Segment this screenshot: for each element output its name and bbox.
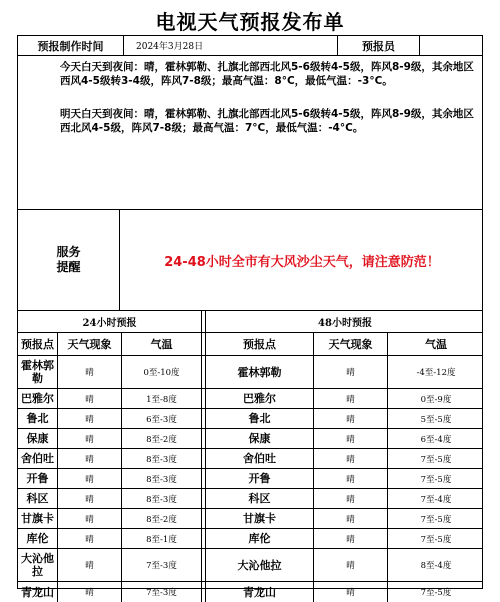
temp-48: 0至-9度 [420, 394, 452, 405]
table-row [18, 409, 482, 429]
weather-24: 晴 [58, 429, 122, 448]
service-message: 24-48小时全市有大风沙尘天气，请注意防范！ [164, 254, 440, 270]
temp-48: 6至-4度 [420, 434, 452, 445]
weather-24: 晴 [58, 449, 122, 468]
table-row [18, 356, 482, 389]
weather-24: 晴 [58, 582, 122, 602]
table-row [18, 389, 482, 409]
weather-24: 晴 [58, 489, 122, 508]
weather-24: 晴 [58, 389, 122, 408]
station-48: 青龙山 [206, 582, 314, 602]
temp-48: 7至-5度 [420, 534, 452, 545]
station-24: 鲁北 [18, 409, 58, 428]
column-header-row [18, 333, 482, 356]
temp-48: 7至-4度 [420, 494, 452, 505]
table-row [18, 509, 482, 529]
forecaster-label: 预报员 [338, 36, 420, 55]
weather-24: 晴 [58, 549, 122, 581]
service-label: 服务 提醒 [18, 210, 120, 310]
temp-48: 8至-4度 [420, 561, 452, 571]
weather-24: 晴 [58, 409, 122, 428]
temp-48: 7至-5度 [420, 588, 452, 598]
forecast-today: 今天白天到夜间：晴，霍林郭勒、扎旗北部西北风5-6级转4-5级，阵风8-9级，其余地区西风4-5级转3-4级，阵风7-8级；最高气温：8°C，最低气温：-3°C。 [60, 61, 474, 87]
temp-24: 6至-3度 [122, 409, 202, 428]
forecast-text-block [18, 56, 482, 210]
temp-24: 8至-1度 [122, 529, 202, 548]
header-station-24: 预报点 [18, 333, 58, 355]
station-48: 保康 [206, 429, 314, 448]
temp-48: 7至-5度 [420, 454, 452, 465]
weather-24: 晴 [58, 356, 122, 388]
forecast-tomorrow: 明天白天到夜间：晴，霍林郭勒、扎旗北部西北风5-6级转4-5级，阵风8-9级，其余地区西北风4-5级，阵风7-8级；最高气温：7°C，最低气温：-4°C。 [60, 108, 474, 134]
header-weather-48: 天气现象 [314, 333, 388, 355]
weather-48: 晴 [314, 509, 388, 528]
temp-48: -4至-12度 [416, 368, 456, 378]
weather-48: 晴 [314, 389, 388, 408]
station-48: 开鲁 [206, 469, 314, 488]
temp-48: 5至-5度 [420, 414, 452, 425]
station-24: 科区 [18, 489, 58, 508]
temp-24: 8至-2度 [122, 429, 202, 448]
station-24: 保康 [18, 429, 58, 448]
temp-24: 7至-3度 [122, 582, 202, 602]
station-48: 大沁他拉 [206, 549, 314, 581]
station-48: 舍伯吐 [206, 449, 314, 468]
table-row [18, 429, 482, 449]
weather-24: 晴 [58, 469, 122, 488]
weather-48: 晴 [314, 582, 388, 602]
weather-24: 晴 [58, 509, 122, 528]
weather-48: 晴 [314, 449, 388, 468]
table-row [18, 449, 482, 469]
weather-48: 晴 [314, 529, 388, 548]
station-24: 青龙山 [18, 582, 58, 602]
temp-24: 1至-8度 [122, 389, 202, 408]
station-24: 库伦 [18, 529, 58, 548]
temp-48: 7至-5度 [420, 514, 452, 525]
meta-row [18, 36, 482, 56]
table-row [18, 529, 482, 549]
station-48: 巴雅尔 [206, 389, 314, 408]
temp-24: 8至-2度 [122, 509, 202, 528]
station-48: 科区 [206, 489, 314, 508]
temp-24: 8至-3度 [122, 449, 202, 468]
forecaster-value [420, 36, 484, 55]
temp-24: 8至-3度 [122, 469, 202, 488]
table-row [18, 549, 482, 582]
station-48: 甘旗卡 [206, 509, 314, 528]
header-temp-24: 气温 [122, 333, 202, 355]
table-row [18, 489, 482, 509]
station-48: 霍林郭勒 [206, 356, 314, 388]
header-temp-48: 气温 [425, 338, 447, 351]
station-24: 霍林郭勒 [18, 356, 58, 388]
weather-48: 晴 [314, 549, 388, 581]
weather-48: 晴 [314, 489, 388, 508]
section-48h-title: 48小时预报 [318, 318, 372, 329]
header-weather-24: 天气现象 [58, 333, 122, 355]
station-24: 巴雅尔 [18, 389, 58, 408]
section-title-row [18, 311, 482, 333]
temp-24: 0至-10度 [122, 356, 202, 388]
time-label: 预报制作时间 [18, 36, 124, 55]
weather-48: 晴 [314, 469, 388, 488]
table-row [18, 582, 482, 602]
page-title: 电视天气预报发布单 [155, 10, 345, 34]
station-24: 甘旗卡 [18, 509, 58, 528]
temp-24: 7至-3度 [122, 549, 202, 581]
table-row [18, 469, 482, 489]
station-24: 舍伯吐 [18, 449, 58, 468]
station-48: 库伦 [206, 529, 314, 548]
weather-48: 晴 [314, 429, 388, 448]
temp-24: 8至-3度 [122, 489, 202, 508]
forecast-sheet [17, 35, 483, 599]
temp-48: 7至-5度 [420, 474, 452, 485]
station-48: 鲁北 [206, 409, 314, 428]
station-24: 大沁他拉 [18, 549, 58, 581]
section-24h-title: 24小时预报 [18, 311, 202, 332]
service-row [18, 210, 482, 311]
station-24: 开鲁 [18, 469, 58, 488]
weather-24: 晴 [58, 529, 122, 548]
header-station-48: 预报点 [206, 333, 314, 355]
weather-48: 晴 [314, 356, 388, 388]
weather-48: 晴 [314, 409, 388, 428]
time-value: 2024年3月28日 [124, 36, 338, 55]
